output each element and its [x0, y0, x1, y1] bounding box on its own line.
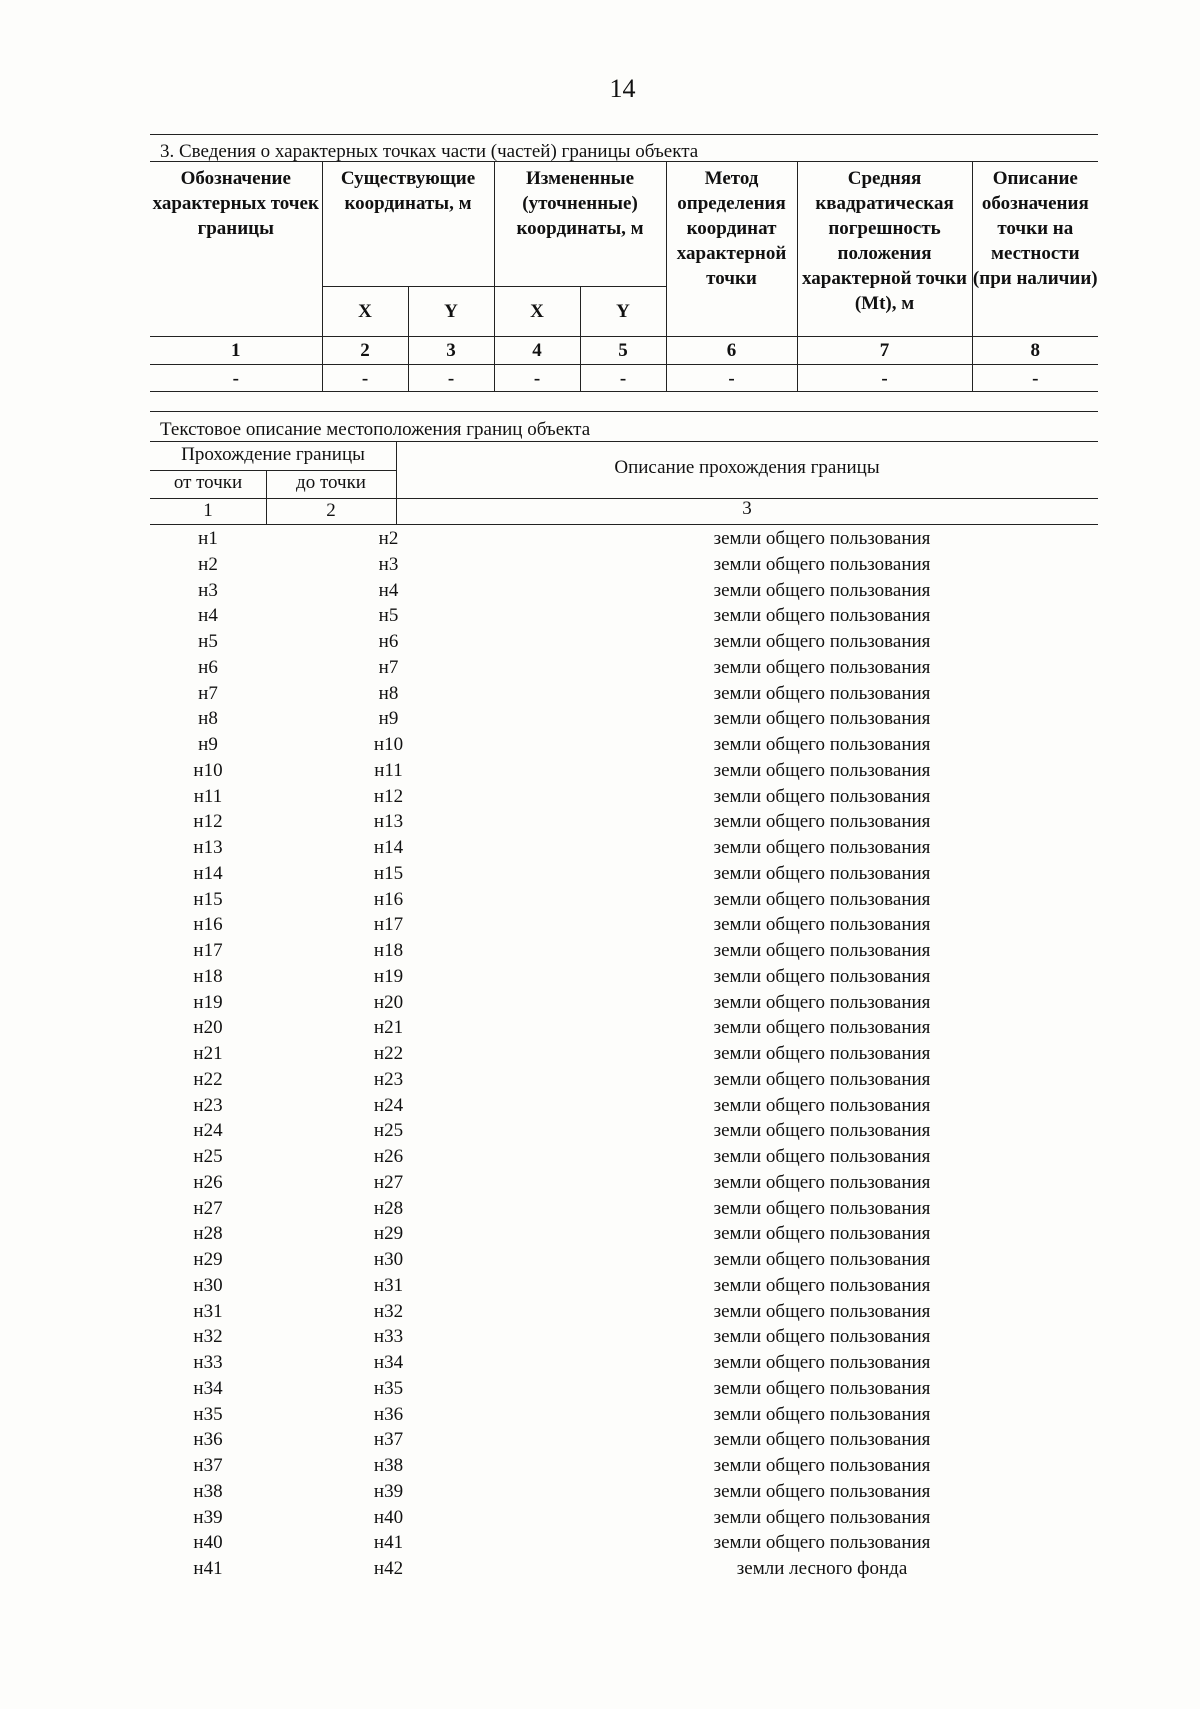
header-boundary-description: Описание прохождения границы — [614, 457, 880, 478]
row-to-point: н7 — [378, 656, 399, 678]
row-description: земли лесного фонда — [736, 1558, 908, 1579]
header-point-designation: Обозначение характерных точек границы — [150, 162, 322, 337]
row-from-point: н29 — [193, 1249, 223, 1270]
cell-value: - — [797, 365, 972, 392]
row-from-point: н10 — [193, 759, 223, 781]
row-to-point: н17 — [373, 914, 404, 936]
row-from-point: н8 — [198, 708, 218, 730]
numbers-bottom-rule — [150, 524, 1098, 525]
col-number: 5 — [580, 337, 666, 365]
row-description: земли общего пользования — [713, 708, 931, 730]
row-description: земли общего пользования — [713, 1532, 931, 1554]
text-section-top-rule — [150, 411, 1098, 412]
row-from-point: н18 — [193, 965, 223, 987]
row-from-point: н12 — [193, 811, 223, 833]
table-row — [150, 1350, 1098, 1376]
table-row — [150, 629, 1098, 655]
row-description: земли общего пользования — [713, 1068, 931, 1090]
table-row — [150, 1196, 1098, 1222]
row-description: земли общего пользования — [713, 862, 931, 884]
col-number: 1 — [203, 500, 213, 521]
row-to-point: н26 — [373, 1146, 404, 1167]
table-row — [150, 809, 1098, 835]
table-row — [150, 1479, 1098, 1505]
row-to-point: н34 — [373, 1352, 404, 1373]
row-description: земли общего пользования — [713, 1146, 931, 1167]
row-description: земли общего пользования — [713, 837, 931, 858]
row-from-point: н33 — [193, 1352, 223, 1373]
table-row — [150, 990, 1098, 1016]
row-to-point: н21 — [373, 1017, 404, 1039]
cell-value: - — [150, 365, 322, 392]
row-description: земли общего пользования — [713, 605, 931, 627]
row-to-point: н10 — [373, 734, 404, 755]
row-from-point: н35 — [193, 1403, 223, 1425]
text-header-rule — [150, 441, 1098, 442]
row-to-point: н40 — [373, 1506, 404, 1528]
row-from-point: н2 — [198, 553, 218, 575]
table-row — [150, 655, 1098, 681]
row-description: земли общего пользования — [713, 1403, 931, 1425]
header-to-point: до точки — [296, 472, 366, 493]
row-to-point: н13 — [373, 811, 404, 833]
row-to-point: н37 — [373, 1429, 404, 1451]
header-point-description: Описание обозначения точки на местности (при наличии) — [972, 162, 1098, 337]
row-from-point: н41 — [193, 1558, 223, 1579]
header-mean-error: Средняя квадратическая погрешность положения характерной точки (Mt), м — [797, 162, 972, 337]
row-description: земли общего пользования — [713, 888, 931, 910]
row-description: земли общего пользования — [713, 1506, 931, 1528]
row-from-point: н14 — [193, 862, 223, 884]
row-description: земли общего пользования — [713, 914, 931, 936]
header-changed-coords: Измененные (уточненные) координаты, м — [494, 162, 666, 287]
row-description: земли общего пользования — [713, 631, 931, 652]
row-description: земли общего пользования — [713, 1223, 931, 1245]
row-to-point: н31 — [373, 1274, 404, 1296]
table-row — [150, 681, 1098, 707]
points-section-title: 3. Сведения о характерных точках части (частей) границы объекта — [160, 141, 699, 162]
table-row — [150, 1530, 1098, 1556]
row-to-point: н4 — [378, 579, 399, 601]
row-from-point: н24 — [193, 1120, 223, 1142]
row-description: земли общего пользования — [713, 553, 931, 575]
row-from-point: н23 — [193, 1094, 223, 1116]
header-changed-x: X — [494, 287, 580, 337]
header-boundary-pass: Прохождение границы — [181, 444, 365, 465]
table-row — [150, 578, 1098, 604]
row-to-point: н9 — [378, 708, 399, 730]
row-to-point: н12 — [373, 785, 404, 807]
row-description: земли общего пользования — [713, 656, 931, 678]
row-description: земли общего пользования — [713, 1094, 931, 1116]
row-from-point: н19 — [193, 991, 223, 1013]
table-row — [150, 1324, 1098, 1350]
row-to-point: н24 — [373, 1094, 404, 1116]
table-row — [150, 1299, 1098, 1325]
row-from-point: н22 — [193, 1068, 223, 1090]
row-from-point: н13 — [193, 837, 223, 858]
row-from-point: н7 — [198, 682, 218, 704]
table-row — [150, 732, 1098, 758]
row-description: земли общего пользования — [713, 1480, 931, 1502]
cell-value: - — [972, 365, 1098, 392]
row-to-point: н30 — [373, 1249, 404, 1270]
table-row — [150, 1093, 1098, 1119]
header-sub-rule — [150, 470, 396, 471]
cell-value: - — [666, 365, 797, 392]
table-row — [150, 861, 1098, 887]
row-to-point: н42 — [373, 1558, 404, 1579]
row-to-point: н19 — [373, 965, 404, 987]
points-table — [150, 161, 1098, 392]
row-from-point: н21 — [193, 1043, 223, 1064]
table-row — [150, 603, 1098, 629]
row-description: земли общего пользования — [713, 1377, 931, 1399]
col-number: 4 — [494, 337, 580, 365]
row-description: земли общего пользования — [713, 785, 931, 807]
row-to-point: н32 — [373, 1300, 404, 1322]
table-row — [150, 784, 1098, 810]
cell-value: - — [408, 365, 494, 392]
row-description: земли общего пользования — [713, 1120, 931, 1142]
header-existing-x: X — [322, 287, 408, 337]
row-from-point: н5 — [198, 631, 218, 652]
row-description: земли общего пользования — [713, 991, 931, 1013]
row-from-point: н26 — [193, 1171, 223, 1193]
row-description: земли общего пользования — [713, 965, 931, 987]
header-from-point: от точки — [173, 472, 243, 493]
col-number: 2 — [322, 337, 408, 365]
table-row — [150, 1376, 1098, 1402]
row-from-point: н36 — [193, 1429, 223, 1451]
boundary-rows — [150, 526, 1098, 1582]
row-from-point: н11 — [193, 785, 223, 807]
row-from-point: н25 — [193, 1146, 223, 1167]
table-row — [150, 1221, 1098, 1247]
row-to-point: н15 — [373, 862, 404, 884]
row-to-point: н14 — [373, 837, 404, 858]
row-to-point: н8 — [378, 682, 399, 704]
row-to-point: н2 — [378, 528, 399, 549]
row-from-point: н28 — [193, 1223, 223, 1245]
header-divider — [396, 441, 397, 525]
row-description: земли общего пользования — [713, 1017, 931, 1039]
row-description: земли общего пользования — [713, 759, 931, 781]
row-description: земли общего пользования — [713, 1197, 931, 1219]
header-changed-y: Y — [580, 287, 666, 337]
table-row — [150, 1273, 1098, 1299]
row-description: земли общего пользования — [713, 940, 931, 961]
table-row — [150, 1118, 1098, 1144]
row-to-point: н20 — [373, 991, 404, 1013]
col-number: 2 — [326, 500, 336, 521]
col-number: 1 — [150, 337, 322, 365]
row-to-point: н35 — [373, 1377, 404, 1399]
row-to-point: н38 — [373, 1455, 404, 1476]
table-row — [150, 1556, 1098, 1582]
col-number: 3 — [742, 498, 752, 519]
text-section-title: Текстовое описание местоположения границ объекта — [160, 419, 591, 440]
page-number: 14 — [609, 74, 636, 103]
row-to-point: н3 — [378, 553, 399, 575]
cell-value: - — [580, 365, 666, 392]
row-from-point: н16 — [193, 914, 223, 936]
table-row — [150, 912, 1098, 938]
row-from-point: н15 — [193, 888, 223, 910]
table-row — [150, 552, 1098, 578]
row-description: земли общего пользования — [713, 1300, 931, 1322]
row-to-point: н16 — [373, 888, 404, 910]
row-from-point: н32 — [193, 1326, 223, 1348]
row-to-point: н39 — [373, 1480, 404, 1502]
table-row — [150, 758, 1098, 784]
row-to-point: н6 — [378, 631, 399, 652]
row-description: земли общего пользования — [713, 1171, 931, 1193]
table-row — [150, 706, 1098, 732]
row-description: земли общего пользования — [713, 734, 931, 755]
row-from-point: н20 — [193, 1017, 223, 1039]
row-description: земли общего пользования — [713, 682, 931, 704]
row-description: земли общего пользования — [713, 1326, 931, 1348]
row-description: земли общего пользования — [713, 811, 931, 833]
row-to-point: н28 — [373, 1197, 404, 1219]
table-row — [150, 1015, 1098, 1041]
table-row — [150, 1427, 1098, 1453]
table-row — [150, 1402, 1098, 1428]
row-to-point: н5 — [378, 605, 399, 627]
row-to-point: н36 — [373, 1403, 404, 1425]
row-from-point: н4 — [198, 605, 218, 627]
row-description: земли общего пользования — [713, 1274, 931, 1296]
row-to-point: н23 — [373, 1068, 404, 1090]
row-from-point: н34 — [193, 1377, 223, 1399]
col-number: 6 — [666, 337, 797, 365]
header-divider — [266, 470, 267, 525]
row-description: земли общего пользования — [713, 1249, 931, 1270]
row-from-point: н9 — [198, 734, 218, 755]
col-number: 7 — [797, 337, 972, 365]
row-from-point: н27 — [193, 1197, 223, 1219]
row-description: земли общего пользования — [713, 528, 931, 549]
table-row — [150, 1144, 1098, 1170]
table-row — [150, 1505, 1098, 1531]
row-to-point: н18 — [373, 940, 404, 961]
row-from-point: н6 — [198, 656, 218, 678]
table-row — [150, 1453, 1098, 1479]
row-description: земли общего пользования — [713, 1455, 931, 1476]
row-from-point: н1 — [198, 528, 218, 549]
table-row — [150, 1041, 1098, 1067]
row-from-point: н40 — [193, 1532, 223, 1554]
header-existing-y: Y — [408, 287, 494, 337]
cell-value: - — [494, 365, 580, 392]
col-number: 3 — [408, 337, 494, 365]
header-existing-coords: Существующие координаты, м — [322, 162, 494, 287]
header-method: Метод определения координат характерной точки — [666, 162, 797, 337]
col-number: 8 — [972, 337, 1098, 365]
cell-value: - — [322, 365, 408, 392]
table-row — [150, 887, 1098, 913]
row-to-point: н22 — [373, 1043, 404, 1064]
row-from-point: н31 — [193, 1300, 223, 1322]
row-to-point: н33 — [373, 1326, 404, 1348]
table-row — [150, 1067, 1098, 1093]
row-description: земли общего пользования — [713, 1429, 931, 1451]
row-description: земли общего пользования — [713, 1043, 931, 1064]
table-row — [150, 1170, 1098, 1196]
row-to-point: н11 — [374, 759, 403, 781]
table-row — [150, 835, 1098, 861]
row-from-point: н37 — [193, 1455, 223, 1476]
row-description: земли общего пользования — [713, 1352, 931, 1373]
row-to-point: н29 — [373, 1223, 404, 1245]
table-row — [150, 1247, 1098, 1273]
row-description: земли общего пользования — [713, 579, 931, 601]
section-top-rule — [150, 134, 1098, 135]
row-to-point: н27 — [373, 1171, 404, 1193]
table-row — [150, 938, 1098, 964]
row-to-point: н25 — [373, 1120, 404, 1142]
table-row — [150, 526, 1098, 552]
row-to-point: н41 — [373, 1532, 404, 1554]
row-from-point: н3 — [198, 579, 218, 601]
row-from-point: н38 — [193, 1480, 223, 1502]
row-from-point: н30 — [193, 1274, 223, 1296]
table-row — [150, 964, 1098, 990]
row-from-point: н39 — [193, 1506, 223, 1528]
row-from-point: н17 — [193, 940, 223, 961]
